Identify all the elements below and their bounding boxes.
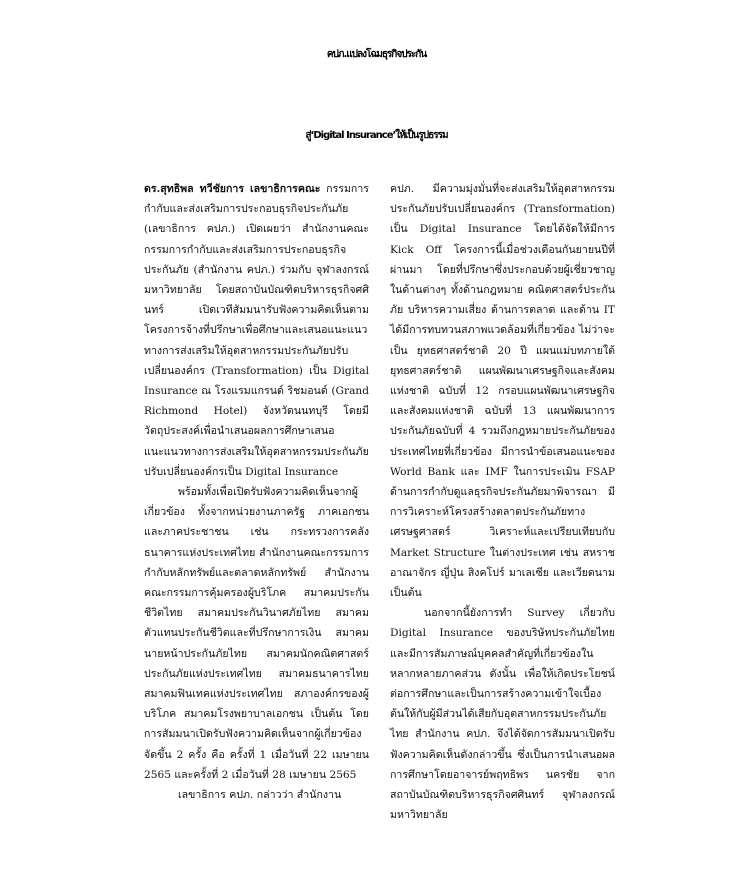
- article-paragraph: นอกจากนี้ยังการทำ Survey เกี่ยวกับ Digital Insurance ของบริษัทประกันภัยไทย และมีการสัมภาษณ์บุคคลสำคัญที่เกี่ยวข้องในหลากหลายภาคส่วน ดังนั้น เพื่อให้เกิดประโยชน์ต่อการศึกษาและเป็นการสร้างความเข้าใจเบื้องต้นให้กับผู้มีส่วนได้เสียกับอุตสาหกรรมประกันภัยไทย สำนักงาน คปภ. จึงได้จัดการสัมมนาเปิดรับฟังความคิดเห็นดังกล่าวขึ้น ซึ่งเป็นการนำเสนอผลการศึกษาโดยอาจารย์พฤทธิพร นครชัย จากสถาบันบัณฑิตบริหารธุรกิจศศินทร์ จุฬาลงกรณ์มหาวิทยาลัย: [390, 607, 615, 822]
- headline-line-1: คปภ.แปลงโฉมธุรกิจประกัน: [326, 49, 427, 60]
- article-column-2: [390, 179, 615, 826]
- article-paragraph: พร้อมทั้งเพื่อเปิดรับฟังความคิดเห็นจากผู้เกี่ยวข้อง ทั้งจากหน่วยงานภาครัฐ ภาคเอกชน และภาคประชาชน เช่น กระทรวงการคลัง ธนาคารแห่งประเทศไทย สำนักงานคณะกรรมการกำกับหลักทรัพย์และตลาดหลักทรัพย์ สำนักงานคณะกรรมการคุ้มครองผู้บริโภค สมาคมประกันชีวิตไทย สมาคมประกันวินาศภัยไทย สมาคมตัวแทนประกันชีวิตและที่ปรึกษาการเงิน สมาคมนายหน้าประกันภัยไทย สมาคมนักคณิตศาสตร์ประกันภัยแห่งประเทศไทย สมาคมธนาคารไทย สมาคมฟินเทคแห่งประเทศไทย สภาองค์กรของผู้บริโภค สมาคมโรงพยาบาลเอกชน เป็นต้น โดยการสัมมนาเปิดรับฟังความคิดเห็นจากผู้เกี่ยวข้อง จัดขึ้น 2 ครั้ง คือ ครั้งที่ 1 เมื่อวันที่ 22 เมษายน 2565 และครั้งที่ 2 เมื่อวันที่ 28 เมษายน 2565: [144, 486, 369, 781]
- article-paragraph: [144, 179, 369, 482]
- article-paragraph: คปภ. มีความมุ่งมั่นที่จะส่งเสริมให้อุตสาหกรรมประกันภัยปรับเปลี่ยนองค์กร (Transformation) เป็น Digital Insurance โดยได้จัดให้มีการ Kick Off โครงการนี้เมื่อช่วงเดือนกันยายนปีที่ผ่านมา โดยที่ปรึกษาซึ่งประกอบด้วยผู้เชี่ยวชาญในด้านต่างๆ ทั้งด้านกฎหมาย คณิตศาสตร์ประกันภัย บริหารความเสี่ยง ด้านการตลาด และด้าน IT ได้มีการทบทวนสภาพแวดล้อมที่เกี่ยวข้อง ไม่ว่าจะเป็น ยุทธศาสตร์ชาติ 20 ปี แผนแม่บทภายใต้ยุทธศาสตร์ชาติ แผนพัฒนาเศรษฐกิจและสังคมแห่งชาติ ฉบับที่ 12 กรอบแผนพัฒนาเศรษฐกิจและสังคมแห่งชาติ ฉบับที่ 13 แผนพัฒนาการประกันภัยฉบับที่ 4 รวมถึงกฎหมายประกันภัยของประเทศไทยที่เกี่ยวข้อง มีการนำข้อเสนอแนะของ World Bank และ IMF ในการประเมิน FSAP ด้านการกำกับดูแลธุรกิจประกันภัยมาพิจารณา มีการวิเคราะห์โครงสร้างตลาดประกันภัยทางเศรษฐศาสตร์ วิเคราะห์และเปรียบเทียบกับ Market Structure ในต่างประเทศ เช่น สหราชอาณาจักร ญี่ปุ่น สิงคโปร์ มาเลเซีย และเวียดนาม เป็นต้น: [390, 183, 615, 600]
- article-paragraph: เลขาธิการ คปภ. กล่าวว่า สำนักงาน: [178, 789, 342, 802]
- paragraph-text: กรรมการกำกับและส่งเสริมการประกอบธุรกิจประกันภัย (เลขาธิการ คปภ.) เปิดเผยว่า สำนักงานคณะกรรมการกำกับและส่งเสริมการประกอบธุรกิจประกันภัย (สำนักงาน คปภ.) ร่วมกับ จุฬาลงกรณ์มหาวิทยาลัย โดยสถาบันบัณฑิตบริหารธุรกิจศศินทร์ เปิดเวทีสัมมนารับฟังความคิดเห็นตามโครงการจ้างที่ปรึกษาเพื่อศึกษาและเสนอแนะแนวทางการส่งเสริมให้อุตสาหกรรมประกันภัยปรับเปลี่ยนองค์กร (Transformation) เป็น Digital Insurance ณ โรงแรมแกรนด์ ริชมอนด์ (Grand Richmond Hotel) จังหวัดนนทบุรี โดยมีวัตถุประสงค์เพื่อนำเสนอผลการศึกษาเสนอแนะแนวทางการส่งเสริมให้อุตสาหกรรมประกันภัยปรับเปลี่ยนองค์กรเป็น Digital Insurance: [144, 183, 369, 478]
- headline-line-2: สู่‘Digital Insurance’ให้เป็นรูปธรรม: [305, 130, 448, 141]
- byline: ดร.สุทธิพล ทวีชัยการ เลขาธิการคณะ: [144, 183, 321, 195]
- article-column-1: [144, 179, 369, 805]
